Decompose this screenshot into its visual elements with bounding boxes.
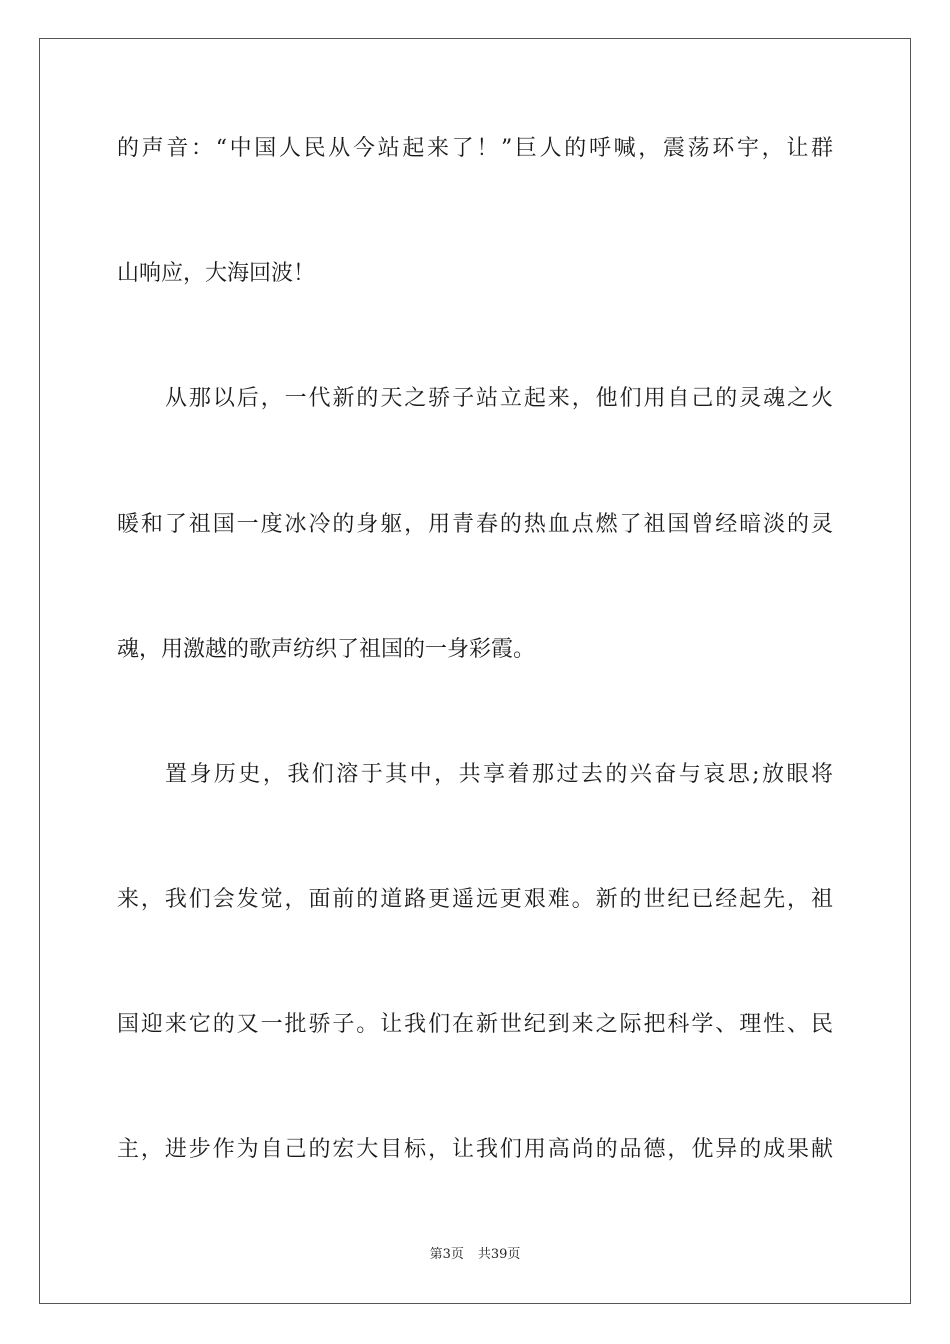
text-line-9: 主，进步作为自己的宏大目标，让我们用高尚的品德，优异的成果献: [117, 1137, 833, 1162]
text-line-4: 暖和了祖国一度冰冷的身躯，用青春的热血点燃了祖国曾经暗淡的灵: [117, 512, 833, 537]
text-line-8: 国迎来它的又一批骄子。让我们在新世纪到来之际把科学、理性、民: [117, 1012, 833, 1037]
text-line-1: 的声音：“中国人民从今站起来了！”巨人的呼喊，震荡环宇，让群: [117, 136, 833, 161]
page-total: 共39页: [477, 1247, 521, 1262]
text-line-6: 置身历史，我们溶于其中，共享着那过去的兴奋与哀思;放眼将: [165, 762, 833, 787]
text-line-3: 从那以后，一代新的天之骄子站立起来，他们用自己的灵魂之火: [165, 386, 833, 411]
text-line-7: 来，我们会发觉，面前的道路更遥远更艰难。新的世纪已经起先，祖: [117, 887, 833, 912]
page-footer: [0, 1246, 950, 1264]
text-line-2: 山响应，大海回波！: [117, 261, 316, 286]
page-border: [39, 38, 911, 1304]
page-number: 第3页: [429, 1247, 464, 1262]
text-line-5: 魂，用激越的歌声纺织了祖国的一身彩霞。: [117, 637, 536, 662]
